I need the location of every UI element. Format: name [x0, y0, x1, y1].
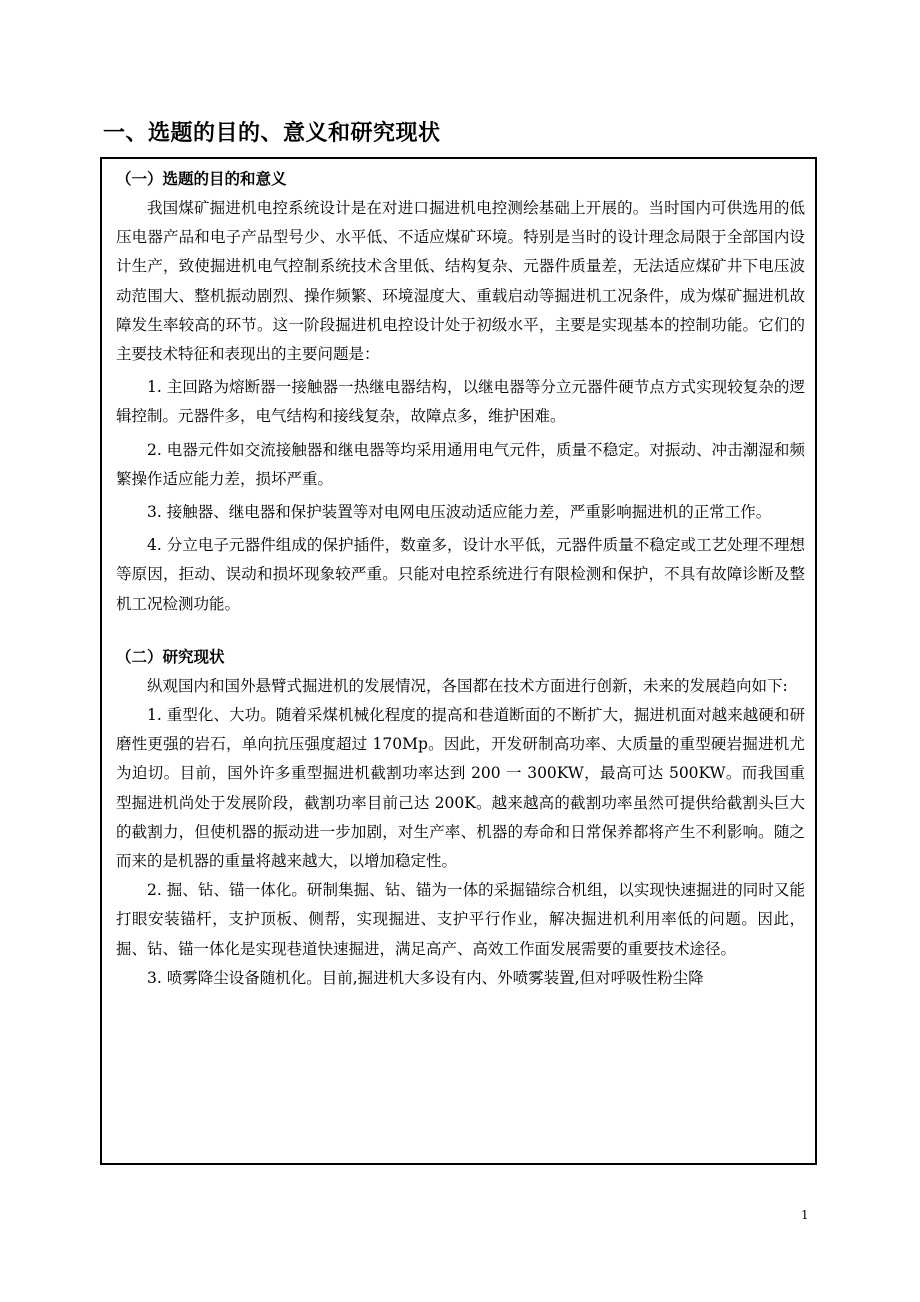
paragraph: 3. 喷雾降尘设备随机化。目前,掘进机大多设有内、外喷雾装置,但对呼吸性粉尘降	[147, 968, 704, 987]
paragraph: 4. 分立电子元器件组成的保护插件，数童多，设计水平低，元器件质量不稳定或工艺处理不理想等原因，拒动、误动和损坏现象较严重。只能对电控系统进行有限检测和保护，不具有故障诊断及整机工况检测功能。	[116, 536, 805, 613]
paragraph: 2. 掘、钻、锚一体化。研制集掘、钻、锚为一体的采掘锚综合机组，以实现快速掘进的同时又能打眼安装锚杆，支护顶板、侧帮，实现掘进、支护平行作业，解决掘进机利用率低的问题。因此，掘、钻、锚一体化是实现巷道快速掘进，满足高产、高效工作面发展需要的重要技术途径。	[116, 881, 805, 958]
document-heading: 一、选题的目的、意义和研究现状	[103, 121, 441, 146]
paragraph: 纵观国内和国外悬臂式掘进机的发展情况，各国都在技术方面进行创新，未来的发展趋向如下:	[147, 676, 788, 695]
section-title-purpose: （一）选题的目的和意义	[116, 170, 287, 188]
page-number: 1	[801, 1208, 809, 1222]
paragraph: 我国煤矿掘进机电控系统设计是在对进口掘进机电控测绘基础上开展的。当时国内可供选用的低压电器产品和电子产品型号少、水平低、不适应煤矿环境。特别是当时的设计理念局限于全部国内设计生产，致使掘进机电气控制系统技术含里低、结构复杂、元器件质量差，无法适应煤矿井下电压波动范围大、整机振动剧烈、操作频繁、环境湿度大、重载启动等掘进机工况条件，成为煤矿掘进机故障发生率较高的环节。这一阶段掘进机电控设计处于初级水平，主要是实现基本的控制功能。它们的主要技术特征和表现出的主要问题是：	[116, 199, 805, 364]
paragraph: 1. 主回路为熔断器一接触器一热继电器结构，以继电器等分立元器件硬节点方式实现较复杂的逻辑控制。元器件多，电气结构和接线复杂，故障点多，维护困难。	[116, 378, 805, 426]
paragraph: 1. 重型化、大功。随着采煤机械化程度的提高和巷道断面的不断扩大，掘进机面对越来越硬和研磨性更强的岩石，单向抗压强度超过 170Mp。因此，开发研制高功率、大质量的重型硬岩掘进机尤为迫切。目前，国外许多重型掘进机截割功率达到 200 一 300KW，最高可达 500KW。而我国重型掘进机尚处于发展阶段，截割功率目前己达 200K。越来越高的截割功率虽然可提供给截割头巨大的截割力，但使机器的振动进一步加剧，对生产率、机器的寿命和日常保养都将产生不利影响。随之而来的是机器的重量将越来越大，以增加稳定性。	[116, 706, 805, 871]
paragraph: 2. 电器元件如交流接触器和继电器等均采用通用电气元件，质量不稳定。对振动、冲击潮湿和频繁操作适应能力差，损坏严重。	[116, 440, 805, 488]
section-title-status: （二）研究现状	[116, 647, 225, 666]
paragraph: 3. 接触器、继电器和保护装置等对电网电压波动适应能力差，严重影响掘进机的正常工作。	[147, 503, 772, 522]
content-frame	[100, 157, 817, 1165]
